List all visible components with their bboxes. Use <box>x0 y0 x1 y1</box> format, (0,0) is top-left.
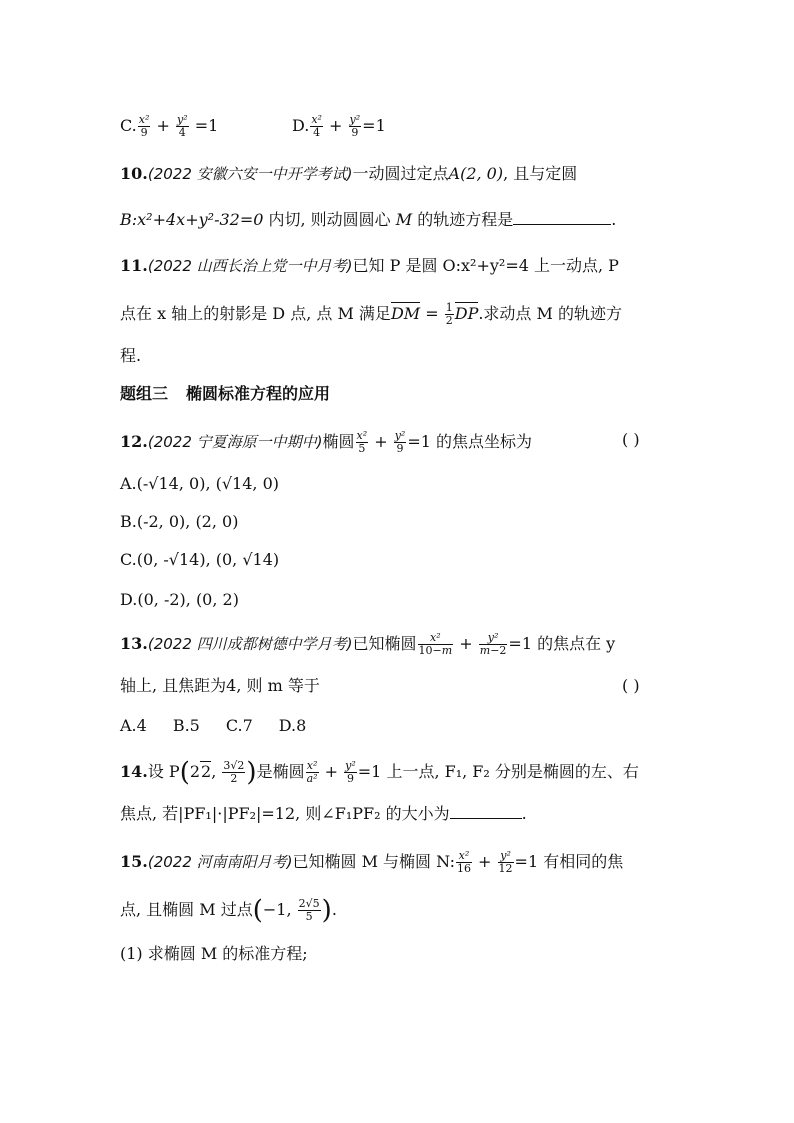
vector-dp: DP <box>454 304 479 323</box>
question-text: 焦点, 若|PF₁|·|PF₂|=12, 则∠F₁PF₂ 的大小为 <box>120 804 450 823</box>
question-text: .求动点 M 的轨迹方 <box>478 304 622 323</box>
section-title: 椭圆标准方程的应用 <box>186 384 331 403</box>
question-12-option-c[interactable] <box>120 550 279 570</box>
option-label: D. <box>120 590 138 609</box>
answer-paren-text: ( ) <box>622 430 640 449</box>
fraction-y2-9: $\frac{\text{y²}}{9}$ <box>345 759 356 785</box>
option-label: A. <box>120 474 137 493</box>
question-number: 14. <box>120 762 148 781</box>
fraction-3-sqrt2-over-2: $\frac{3√2}{2}$ <box>223 759 245 785</box>
option-label: B. <box>120 512 137 531</box>
question-15-sub-1 <box>120 944 308 964</box>
question-text: 点, 且椭圆 M 过点 <box>120 900 253 919</box>
option-d-tail: =1 <box>362 116 386 135</box>
answer-paren[interactable] <box>622 676 640 695</box>
option-b[interactable]: B.5 <box>172 716 200 735</box>
question-15-line-1: 15.(2022 河南南阳月考)已知椭圆 M 与椭圆 N: $\frac{\text{x²}}{16}$ + $\frac{\text{y²}}{12}$ =1 有相同的焦 <box>120 849 624 875</box>
option-label: C. <box>120 550 137 569</box>
fraction-x2-10-m: $\frac{\text{x²}}{10-m}$ <box>418 631 453 657</box>
question-text: 的轨迹方程是 <box>412 210 514 229</box>
fraction-x2-16: $\frac{\text{x²}}{16}$ <box>456 849 471 875</box>
question-equation: x²+4x+y²-32=0 <box>137 210 264 229</box>
vector-dm: DM <box>390 304 421 323</box>
fraction-y2-m-2: $\frac{\text{y²}}{m-2}$ <box>479 631 507 657</box>
option-a[interactable]: A.4 <box>120 716 147 735</box>
question-text: =1 的焦点坐标为 <box>407 432 533 451</box>
fraction-x2-5: $\frac{\text{x²}}{5}$ <box>356 429 368 455</box>
option-d: D. $\frac{\text{x²}}{4}$ + $\frac{\text{y²}}{9}$ =1 <box>292 113 386 139</box>
question-text: 设 P <box>147 762 180 781</box>
question-source: (2022 河南南阳月考) <box>147 853 293 871</box>
question-text: = <box>420 304 444 323</box>
question-text: B: <box>120 210 138 229</box>
question-text: =1 的焦点在 y <box>508 634 616 653</box>
question-11-line-3 <box>120 346 141 366</box>
question-text: 是椭圆 <box>256 762 305 781</box>
question-source: (2022 安徽六安一中开学考试) <box>147 165 353 183</box>
option-text: (0, -√14), (0, √14) <box>136 550 280 569</box>
question-number: 13. <box>120 634 148 653</box>
question-number: 10. <box>120 164 148 183</box>
question-text: 程. <box>120 346 142 365</box>
question-text: . <box>331 900 337 919</box>
question-text: 已知 P 是圆 O:x²+y²=4 上一动点, P <box>352 256 619 275</box>
fraction-y2-9: $\frac{\text{y²}}{9}$ <box>349 113 361 139</box>
question-text: 已知椭圆 <box>352 634 417 653</box>
answer-blank[interactable] <box>513 210 611 225</box>
fraction-one-half: $\frac{1}{2}$ <box>445 301 453 327</box>
question-14-line-1: 14.设 P(22, $\frac{3√2}{2}$ )是椭圆 $\frac{\text{x²}}{\text{a²}}$ + $\frac{\text{y²}}{9}$ =1 上一点, F₁, F₂ 分别是椭圆的左、右 <box>120 757 639 788</box>
question-text: 内切, 则动圆圆心 <box>263 210 396 229</box>
question-10-line-1 <box>120 164 577 184</box>
question-text: 椭圆 <box>322 432 355 451</box>
option-d[interactable]: D.8 <box>278 716 307 735</box>
sub-question-text: (1) 求椭圆 M 的标准方程; <box>120 944 308 963</box>
question-11-line-1 <box>120 256 619 276</box>
question-11-line-2 <box>120 302 622 327</box>
option-c: C. $\frac{\text{x²}}{9}$ + $\frac{\text{y²}}{4}$ =1 <box>120 113 219 139</box>
question-text: =1 上一点, F₁, F₂ 分别是椭圆的左、右 <box>357 762 639 781</box>
question-13-options <box>120 716 306 736</box>
question-number: 11. <box>120 256 148 275</box>
question-text: 点在 x 轴上的射影是 D 点, 点 M 满足 <box>120 304 391 323</box>
option-c-label: C. <box>120 116 137 135</box>
option-c[interactable]: C.7 <box>225 716 253 735</box>
question-text: . <box>521 804 527 823</box>
fraction-y2-9: $\frac{\text{y²}}{9}$ <box>394 429 406 455</box>
fraction-x2-a2: $\frac{\text{x²}}{\text{a²}}$ <box>306 759 318 785</box>
question-text: 轴上, 且焦距为4, 则 m 等于 <box>120 676 320 695</box>
option-text: (-2, 0), (2, 0) <box>136 512 239 531</box>
question-source: (2022 山西长治上党一中月考) <box>147 257 353 275</box>
question-source: (2022 宁夏海原一中期中) <box>147 433 323 451</box>
question-text: . <box>611 210 617 229</box>
answer-blank[interactable] <box>450 804 522 819</box>
question-number: 15. <box>120 852 148 871</box>
answer-paren-text: ( ) <box>622 676 640 695</box>
fraction-y2-4: $\frac{\text{y²}}{4}$ <box>176 113 188 139</box>
question-12-line-1: 12.(2022 宁夏海原一中期中)椭圆 $\frac{\text{x²}}{5}$ + $\frac{\text{y²}}{9}$ =1 的焦点坐标为 <box>120 429 533 455</box>
fraction-y2-12: $\frac{\text{y²}}{12}$ <box>498 849 513 875</box>
option-text: (0, -2), (0, 2) <box>137 590 239 609</box>
question-text: , 且与定圆 <box>503 164 578 183</box>
section-label: 题组三 <box>120 384 169 403</box>
fraction-x2-9: $\frac{\text{x²}}{9}$ <box>138 113 150 139</box>
question-source: (2022 四川成都树德中学月考) <box>147 635 353 653</box>
question-text: =1 有相同的焦 <box>514 852 624 871</box>
question-13-line-2 <box>120 676 320 696</box>
option-c-tail: =1 <box>194 116 219 135</box>
question-text: 一动圆过定点 <box>352 164 449 183</box>
answer-paren[interactable] <box>622 430 640 449</box>
question-12-option-a[interactable] <box>120 474 279 494</box>
question-12-option-b[interactable] <box>120 512 238 532</box>
fraction-x2-4: $\frac{\text{x²}}{4}$ <box>311 113 322 139</box>
question-15-line-2: 点, 且椭圆 M 过点(−1, $\frac{2√5}{5}$ ). <box>120 895 337 926</box>
question-text: 已知椭圆 M 与椭圆 N: <box>292 852 455 871</box>
question-number: 12. <box>120 432 148 451</box>
section-header <box>120 384 330 404</box>
question-point: A(2, 0) <box>448 164 504 183</box>
question-13-line-1: 13.(2022 四川成都树德中学月考)已知椭圆 $\frac{\text{x²}}{10-m}$ + $\frac{\text{y²}}{m-2}$ =1 的焦点在 y <box>120 631 616 657</box>
option-d-label: D. <box>292 116 310 135</box>
question-12-option-d[interactable] <box>120 590 239 610</box>
question-10-line-2 <box>120 210 616 230</box>
option-text: (-√14, 0), (√14, 0) <box>136 474 279 493</box>
question-14-line-2 <box>120 804 527 824</box>
question-variable: M <box>395 210 413 229</box>
fraction-2-sqrt5-over-5: $\frac{2√5}{5}$ <box>298 897 320 923</box>
